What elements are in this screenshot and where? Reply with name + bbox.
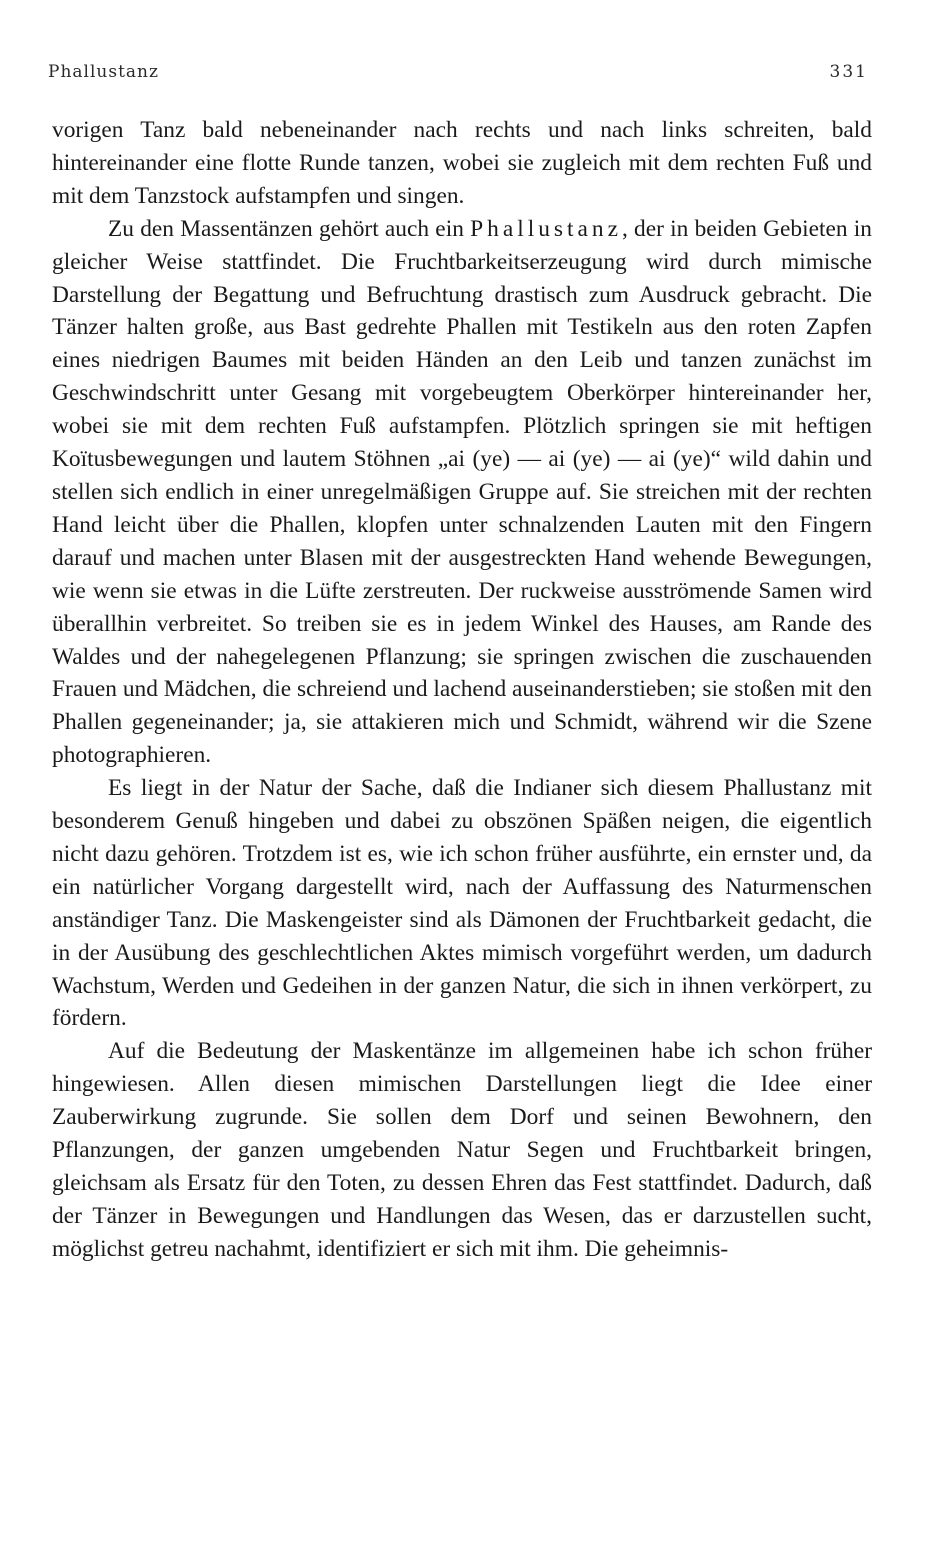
body-text [52,114,872,1266]
emphasized-term: Phallustanz [470,215,622,242]
paragraph-bedeutung: Auf die Bedeutung der Maskentänze im allgemeinen habe ich schon früher hingewiesen. Allen diesen mimischen Darstellungen liegt die Idee einer Zauberwirkung zugrunde. Sie sollen dem Dorf und seinen Bewohnern, den Pflanzungen, der ganzen umgebenden Natur Segen und Fruchtbarkeit bringen, gleichsam als Ersatz für den Toten, zu dessen Ehren das Fest stattfindet. Dadurch, daß der Tänzer in Bewegungen und Handlungen das Wesen, das er darzustellen sucht, möglichst getreu nachahmt, identifiziert er sich mit ihm. Die geheimnis- [52,1038,872,1262]
paragraph-continued: vorigen Tanz bald nebeneinander nach rechts und nach links schreiten, bald hintereinander eine flotte Runde tanzen, wobei sie zugleich mit dem rechten Fuß und mit dem Tanzstock aufstampfen und singen. [52,117,872,209]
page-number: 331 [829,62,868,82]
running-header [48,62,868,86]
paragraph-natur: Es liegt in der Natur der Sache, daß die Indianer sich diesem Phallustanz mit besonderem Genuß hingeben und dabei zu obszönen Späßen neigen, die eigentlich nicht dazu gehören. Trotzdem ist es, wie ich schon früher ausführte, ein ernster und, da ein natürlicher Vorgang dargestellt wird, nach der Auffassung des Naturmenschen anständiger Tanz. Die Maskengeister sind als Dämonen der Fruchtbarkeit gedacht, die in der Ausübung des geschlechtlichen Aktes mimisch vorgeführt werden, um dadurch Wachstum, Werden und Gedeihen in der ganzen Natur, die sich in ihnen verkörpert, zu fördern. [52,775,872,1032]
paragraph-text-after: , der in beiden Gebieten in gleicher Weise stattfindet. Die Fruchtbarkeitserzeugung wird durch mimische Darstellung der Begattung und Befruchtung drastisch zum Ausdruck gebracht. Die Tänzer halten große, aus Bast gedrehte Phallen mit Testikeln aus den roten Zapfen eines niedrigen Baumes mit beiden Händen an den Leib und tanzen zunächst im Geschwindschritt unter Gesang mit vorgebeugtem Oberkörper hintereinander her, wobei sie mit dem rechten Fuß aufstampfen. Plötzlich springen sie mit heftigen Koïtusbewegungen und lautem Stöhnen „ai (ye) — ai (ye) — ai (ye)“ wild dahin und stellen sich endlich in einer unregelmäßigen Gruppe auf. Sie streichen mit der rechten Hand leicht über die Phallen, klopfen unter schnalzenden Lauten mit den Fingern darauf und machen unter Blasen mit der ausgestreckten Hand wehende Bewegungen, wie wenn sie etwas in die Lüfte zerstreuten. Der ruckweise ausströmende Samen wird überallhin verbreitet. So treiben sie es in jedem Winkel des Hauses, am Rande des Waldes und der nahegelegenen Pflanzung; sie springen zwischen die zuschauenden Frauen und Mädchen, die schreiend und lachend auseinanderstieben; sie stoßen mit den Phallen gegeneinander; ja, sie attakieren mich und Schmidt, während wir die Szene photographieren. [52,215,872,769]
paragraph-text-before: Zu den Massentänzen gehört auch ein [108,215,471,242]
running-title: Phallustanz [48,62,159,82]
paragraph-phallustanz [52,213,872,772]
